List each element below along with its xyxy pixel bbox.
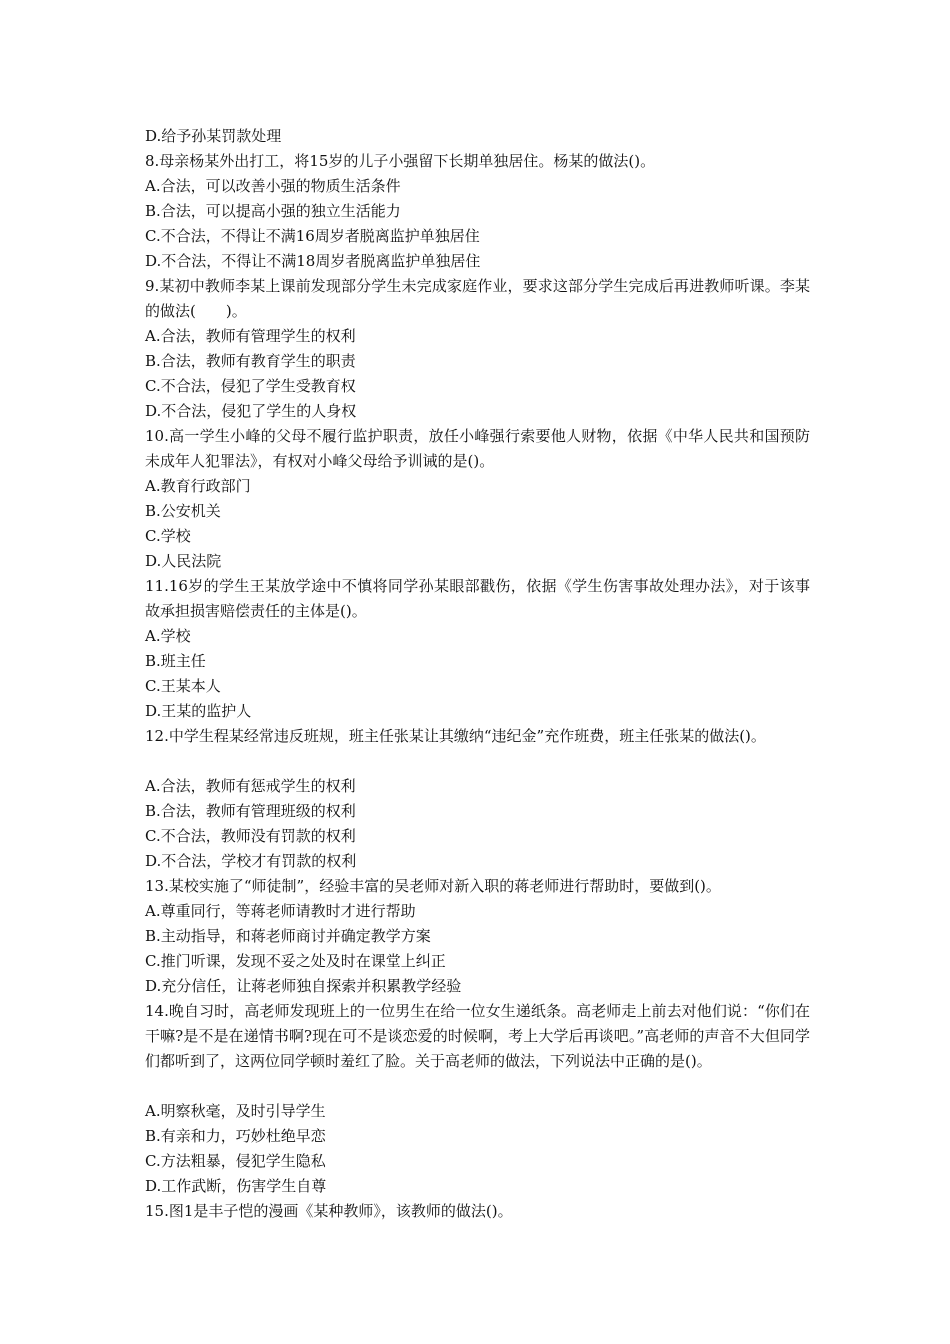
answer-option: C.不合法，不得让不满16周岁者脱离监护单独居住 bbox=[145, 227, 480, 245]
answer-option: A.合法，教师有惩戒学生的权利 bbox=[145, 777, 356, 795]
answer-option: C.方法粗暴，侵犯学生隐私 bbox=[145, 1152, 326, 1170]
answer-option: A.教育行政部门 bbox=[145, 477, 251, 495]
answer-option: B.合法，教师有管理班级的权利 bbox=[145, 802, 356, 820]
answer-option: C.推门听课，发现不妥之处及时在课堂上纠正 bbox=[145, 952, 446, 970]
answer-option: D.不合法，不得让不满18周岁者脱离监护单独居住 bbox=[145, 252, 481, 270]
answer-option: B.班主任 bbox=[145, 652, 206, 670]
answer-option: C.不合法，教师没有罚款的权利 bbox=[145, 827, 356, 845]
answer-option: A.尊重同行，等蒋老师请教时才进行帮助 bbox=[145, 902, 416, 920]
answer-option: D.王某的监护人 bbox=[145, 702, 252, 720]
answer-option: B.合法，教师有教育学生的职责 bbox=[145, 352, 356, 370]
answer-option: C.不合法，侵犯了学生受教育权 bbox=[145, 377, 356, 395]
answer-option: A.学校 bbox=[145, 627, 191, 645]
question-stem: 12.中学生程某经常违反班规，班主任张某让其缴纳“违纪金”充作班费，班主任张某的做法()。 bbox=[145, 727, 766, 745]
question-stem: 8.母亲杨某外出打工，将15岁的儿子小强留下长期单独居住。杨某的做法()。 bbox=[145, 152, 656, 170]
answer-option: D.不合法，侵犯了学生的人身权 bbox=[145, 402, 357, 420]
answer-option: A.合法，可以改善小强的物质生活条件 bbox=[145, 177, 401, 195]
answer-option: B.主动指导，和蒋老师商讨并确定教学方案 bbox=[145, 927, 431, 945]
answer-option: D.不合法，学校才有罚款的权利 bbox=[145, 852, 357, 870]
answer-option: B.公安机关 bbox=[145, 502, 221, 520]
answer-option: C.王某本人 bbox=[145, 677, 221, 695]
answer-option: C.学校 bbox=[145, 527, 191, 545]
question-stem: 15.图1是丰子恺的漫画《某种教师》，该教师的做法()。 bbox=[145, 1202, 513, 1220]
question-stem: 13.某校实施了“师徒制”，经验丰富的吴老师对新入职的蒋老师进行帮助时，要做到()。 bbox=[145, 877, 721, 895]
answer-option: D.充分信任，让蒋老师独自探索并积累教学经验 bbox=[145, 977, 462, 995]
answer-option: A.明察秋毫，及时引导学生 bbox=[145, 1102, 326, 1120]
answer-option: D.给予孙某罚款处理 bbox=[145, 127, 282, 145]
answer-option: A.合法，教师有管理学生的权利 bbox=[145, 327, 356, 345]
answer-option: D.工作武断，伤害学生自尊 bbox=[145, 1177, 327, 1195]
question-stem: 10.高一学生小峰的父母不履行监护职责，放任小峰强行索要他人财物，依据《中华人民共和国预防未成年人犯罪法》，有权对小峰父母给予训诫的是()。 bbox=[145, 427, 810, 470]
question-stem: 14.晚自习时，高老师发现班上的一位男生在给一位女生递纸条。高老师走上前去对他们说：“你们在干嘛?是不是在递情书啊?现在可不是谈恋爱的时候啊，考上大学后再谈吧。”高老师的声音不大但同学们都听到了，这两位同学顿时羞红了脸。关于高老师的做法，下列说法中正确的是()。 bbox=[145, 1002, 810, 1070]
question-stem: 11.16岁的学生王某放学途中不慎将同学孙某眼部戳伤，依据《学生伤害事故处理办法》，对于该事故承担损害赔偿责任的主体是()。 bbox=[145, 577, 810, 620]
answer-option: B.合法，可以提高小强的独立生活能力 bbox=[145, 202, 401, 220]
answer-option: D.人民法院 bbox=[145, 552, 222, 570]
question-stem: 9.某初中教师李某上课前发现部分学生未完成家庭作业，要求这部分学生完成后再进教师听课。李某的做法( )。 bbox=[145, 277, 810, 320]
answer-option: B.有亲和力，巧妙杜绝早恋 bbox=[145, 1127, 326, 1145]
document-page bbox=[145, 124, 810, 1224]
